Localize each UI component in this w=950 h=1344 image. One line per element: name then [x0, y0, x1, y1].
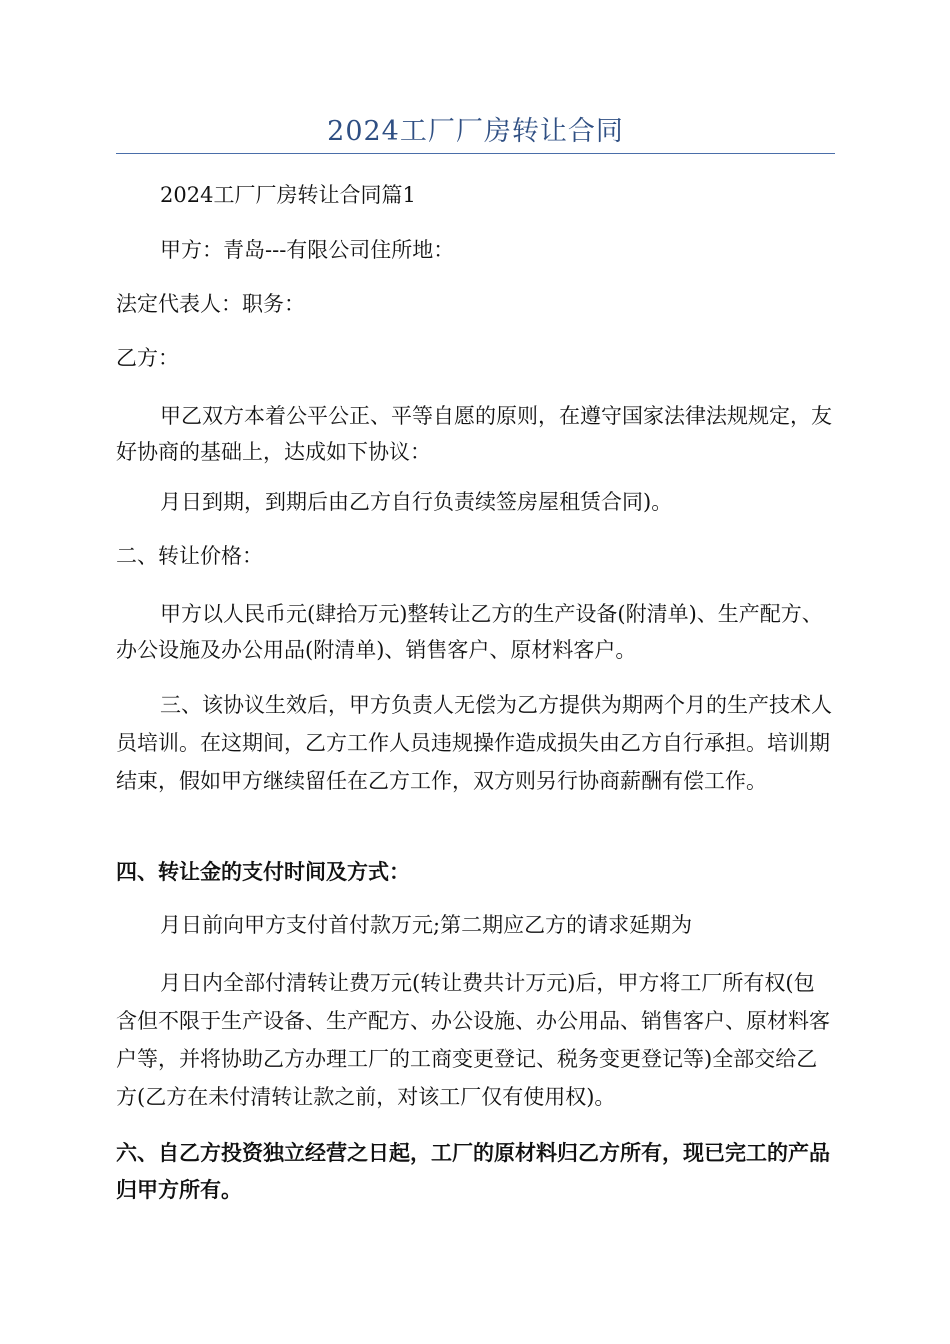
- preamble-paragraph: 甲乙双方本着公平公正、平等自愿的原则，在遵守国家法律法规规定，友好协商的基础上，达成如下协议：: [116, 404, 832, 464]
- section-heading: 2024工厂厂房转让合同篇1: [160, 183, 416, 207]
- payment-first-paragraph: 月日前向甲方支付首付款万元;第二期应乙方的请求延期为: [160, 913, 693, 937]
- clause-2-paragraph: 甲方以人民币元(肆拾万元)整转让乙方的生产设备(附清单)、生产配方、办公设施及办公用品(附清单)、销售客户、原材料客户。: [116, 602, 823, 662]
- party-b-line: 乙方：: [116, 346, 179, 370]
- clause-2-heading: 二、转让价格：: [116, 544, 263, 568]
- title-underline: [116, 153, 835, 154]
- clause-6-paragraph: 六、自乙方投资独立经营之日起，工厂的原材料归乙方所有，现已完工的产品归甲方所有。: [116, 1140, 830, 1202]
- payment-full-paragraph: 月日内全部付清转让费万元(转让费共计万元)后，甲方将工厂所有权(包含但不限于生产设备、生产配方、办公设施、办公用品、销售客户、原材料客户等，并将协助乙方办理工厂的工商变更登记、税务变更登记等)全部交给乙方(乙方在未付清转让款之前，对该工厂仅有使用权)。: [116, 971, 830, 1109]
- clause-3-paragraph: 三、该协议生效后，甲方负责人无偿为乙方提供为期两个月的生产技术人员培训。在这期间，乙方工作人员违规操作造成损失由乙方自行承担。培训期结束，假如甲方继续留任在乙方工作，双方则另行协商薪酬有偿工作。: [116, 693, 832, 793]
- lease-expiry-paragraph: 月日到期，到期后由乙方自行负责续签房屋租赁合同)。: [160, 490, 673, 514]
- clause-4-heading: 四、转让金的支付时间及方式：: [116, 859, 410, 884]
- document-title: 2024工厂厂房转让合同: [327, 116, 624, 147]
- legal-rep-line: 法定代表人：职务：: [116, 292, 305, 316]
- party-a-line: 甲方：青岛---有限公司住所地：: [160, 238, 455, 262]
